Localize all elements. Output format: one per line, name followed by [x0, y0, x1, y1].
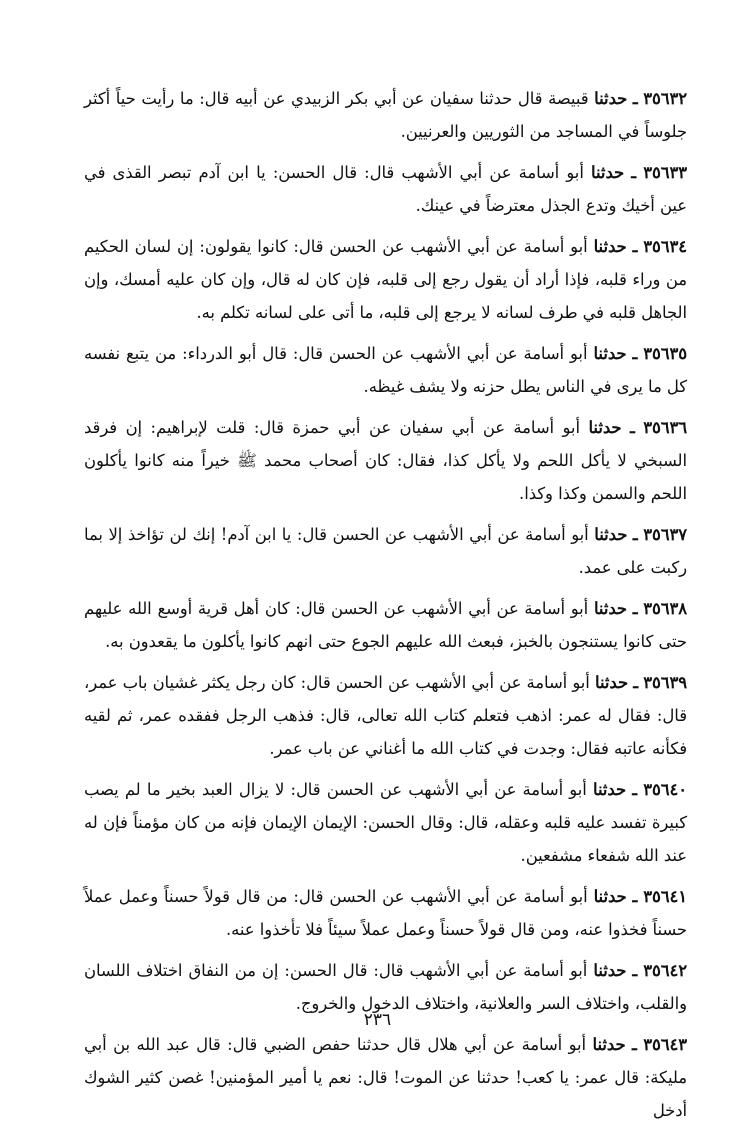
- entry-text: قبيصة قال حدثنا سفيان عن أبي بكر الزبيدي عن أبيه قال: ما رأيت حياً أكثر جلوساً في المساجد من الثوريين والعرنيين.: [84, 89, 687, 141]
- entry-number: ٣٥٦٤٢: [643, 961, 687, 980]
- hadith-entry: [84, 592, 687, 658]
- entry-lead: حدثنا: [591, 163, 625, 182]
- entry-text: أبو أسامة عن أبي الأشهب عن الحسن قال: لا يزال العبد بخير ما لم يصب كبيرة تفسد عليه قلبه وعقله، قال: وقال الحسن: الإيمان الإيمان فإنه من كان مؤمناً فإن له عند الله شفعاء مشفعين.: [84, 780, 687, 865]
- entry-number: ٣٥٦٤٠: [643, 780, 687, 799]
- entry-dash: ـ: [632, 780, 638, 799]
- hadith-entry: [84, 337, 687, 403]
- entry-number: ٣٥٦٣٣: [643, 163, 687, 182]
- entry-lead: حدثنا: [594, 525, 628, 544]
- hadith-entry: [84, 666, 687, 765]
- entry-lead: حدثنا: [588, 418, 622, 437]
- entry-dash: ـ: [632, 237, 638, 256]
- entry-dash: ـ: [633, 673, 639, 692]
- entry-number: ٣٥٦٣٦: [643, 418, 688, 437]
- entry-number: ٣٥٦٣٨: [643, 599, 687, 618]
- hadith-entry: [84, 82, 687, 148]
- hadith-entry: [84, 156, 687, 222]
- entry-dash: ـ: [632, 599, 638, 618]
- entry-lead: حدثنا: [595, 673, 629, 692]
- entry-lead: حدثنا: [593, 599, 627, 618]
- entry-lead: حدثنا: [593, 887, 627, 906]
- entry-number: ٣٥٦٣٥: [643, 344, 687, 363]
- hadith-entry: [84, 1028, 687, 1127]
- entry-text: أبو أسامة عن أبي هلال قال حدثنا حفص الضبي قال: قال عبد الله بن أبي مليكة: قال عمر: يا كعب! حدثنا عن الموت! قال: نعم يا أمير المؤمنين! غصن كثير الشوك أدخل: [84, 1035, 687, 1120]
- hadith-entry: [84, 518, 687, 584]
- entry-dash: ـ: [632, 89, 638, 108]
- entry-text: أبو أسامة عن أبي الأشهب عن الحسن قال: كان أهل قرية أوسع الله عليهم حتى كانوا يستنجون بالخبز، فبعث الله عليهم الجوع حتى انهم كانوا يأكلون ما يقعدون به.: [84, 599, 687, 651]
- entry-number: ٣٥٦٣٧: [643, 525, 687, 544]
- page-number: ٢٣٦: [363, 1010, 392, 1030]
- entry-dash: ـ: [632, 525, 638, 544]
- entry-dash: ـ: [631, 163, 637, 182]
- entry-text: أبو أسامة عن أبي الأشهب عن الحسن قال: كانوا يقولون: إن لسان الحكيم من وراء قلبه، فإذا أراد أن يقول رجع إلى قلبه، فإن كان له قال، وإن كان عليه أمسك، وإن الجاهل قلبه في طرف لسانه لا يرجع إلى قلبه، ما أتى على لسانه تكلم به.: [84, 237, 687, 322]
- hadith-entry: [84, 773, 687, 872]
- entry-text: أبو أسامة عن أبي الأشهب قال: قال الحسن: إن من النفاق اختلاف اللسان والقلب، واختلاف السر والعلانية، واختلاف الدخول والخروج.: [84, 961, 687, 1013]
- hadith-entry: [84, 411, 687, 510]
- entry-text: أبو أسامة عن أبي الأشهب قال: قال الحسن: يا ابن آدم تبصر القذى في عين أخيك وتدع الجذل معترضاً في عينك.: [84, 163, 687, 215]
- entry-dash: ـ: [632, 961, 638, 980]
- entry-number: ٣٥٦٣٩: [643, 673, 687, 692]
- entry-dash: ـ: [632, 1035, 637, 1054]
- entry-number: ٣٥٦٣٤: [643, 237, 688, 256]
- entry-lead: حدثنا: [593, 344, 627, 363]
- entry-text: أبو أسامة عن أبي سفيان عن أبي حمزة قال: قلت لإبراهيم: إن فرقد السبخي لا يأكل اللحم ولا يأكل كذا، فقال: كان أصحاب محمد ﷺ خيراً منه كانوا يأكلون اللحم والسمن وكذا وكذا.: [84, 418, 687, 503]
- entry-text: أبو أسامة عن أبي الأشهب عن الحسن قال: قال أبو الدرداء: من يتبع نفسه كل ما يرى في الناس يطل حزنه ولا يشف غيظه.: [84, 344, 687, 396]
- entry-lead: حدثنا: [593, 237, 627, 256]
- entry-text: أبو أسامة عن أبي الأشهب عن الحسن قال: يا ابن آدم! إنك لن تؤاخذ إلا بما ركبت على عمد.: [84, 525, 687, 577]
- entry-number: ٣٥٦٣٢: [643, 89, 687, 108]
- entry-lead: حدثنا: [592, 1035, 626, 1054]
- hadith-entry: [84, 880, 687, 946]
- entry-dash: ـ: [630, 418, 635, 437]
- entry-dash: ـ: [632, 887, 638, 906]
- entry-number: ٣٥٦٤١: [643, 887, 687, 906]
- entry-lead: حدثنا: [593, 961, 627, 980]
- entry-number: ٣٥٦٤٣: [643, 1035, 687, 1054]
- entry-dash: ـ: [632, 344, 638, 363]
- hadith-entry: [84, 230, 687, 329]
- entry-text: أبو أسامة عن أبي الأشهب عن الحسن قال: من قال قولاً حسناً وعمل عملاً حسناً فخذوا عنه، ومن قال قولاً حسناً وعمل عملاً سيئاً فلا تأخذوا عنه.: [84, 887, 687, 939]
- entry-lead: حدثنا: [593, 780, 627, 799]
- hadith-text-block: [84, 82, 687, 1135]
- entry-text: أبو أسامة عن أبي الأشهب عن الحسن قال: كان رجل يكثر غشيان باب عمر، قال: فقال له عمر: اذهب فتعلم كتاب الله تعالى، قال: فذهب الرجل ففقده عمر، ثم لقيه فكأنه عاتبه فقال: وجدت في كتاب الله ما أغناني عن باب عمر.: [84, 673, 687, 758]
- entry-lead: حدثنا: [594, 89, 628, 108]
